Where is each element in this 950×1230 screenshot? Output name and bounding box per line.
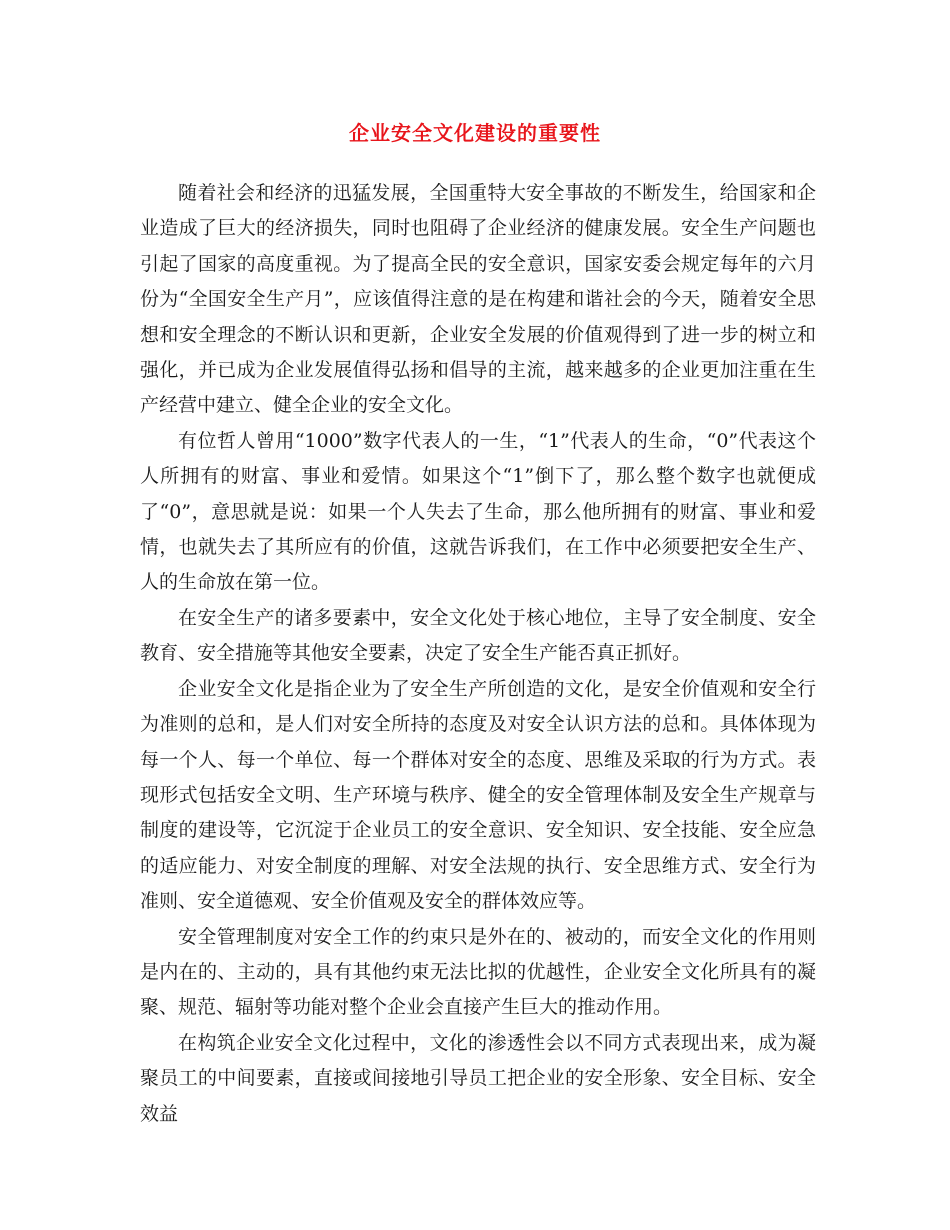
paragraph: 随着社会和经济的迅猛发展，全国重特大安全事故的不断发生，给国家和企业造成了巨大的经济损失，同时也阻碍了企业经济的健康发展。安全生产问题也引起了国家的高度重视。为了提高全民的安全意识，国家安委会规定每年的六月份为“全国安全生产月”，应该值得注意的是在构建和谐社会的今天，随着安全思想和安全理念的不断认识和更新，企业安全发展的价值观得到了进一步的树立和强化，并已成为企业发展值得弘扬和倡导的主流，越来越多的企业更加注重在生产经营中建立、健全企业的安全文化。 xyxy=(140,182,816,417)
document-title: 企业安全文化建设的重要性 xyxy=(349,121,601,145)
paragraph: 有位哲人曾用“1000”数字代表人的一生，“1”代表人的生命，“0”代表这个人所拥有的财富、事业和爱情。如果这个“1”倒下了，那么整个数字也就便成了“0”，意思就是说：如果一个人失去了生命，那么他所拥有的财富、事业和爱情，也就失去了其所应有的价值，这就告诉我们，在工作中必须要把安全生产、人的生命放在第一位。 xyxy=(140,429,816,594)
paragraph: 企业安全文化是指企业为了安全生产所创造的文化，是安全价值观和安全行为准则的总和，是人们对安全所持的态度及对安全认识方法的总和。具体体现为每一个人、每一个单位、每一个群体对安全的态度、思维及采取的行为方式。表现形式包括安全文明、生产环境与秩序、健全的安全管理体制及安全生产规章与制度的建设等，它沉淀于企业员工的安全意识、安全知识、安全技能、安全应急的适应能力、对安全制度的理解、对安全法规的执行、安全思维方式、安全行为准则、安全道德观、安全价值观及安全的群体效应等。 xyxy=(140,677,816,913)
paragraph: 在安全生产的诸多要素中，安全文化处于核心地位，主导了安全制度、安全教育、安全措施等其他安全要素，决定了安全生产能否真正抓好。 xyxy=(140,606,816,665)
document-body xyxy=(140,176,816,1132)
paragraph: 在构筑企业安全文化过程中，文化的渗透性会以不同方式表现出来，成为凝聚员工的中间要素，直接或间接地引导员工把企业的安全形象、安全目标、安全效益 xyxy=(140,1031,816,1125)
paragraph: 安全管理制度对安全工作的约束只是外在的、被动的，而安全文化的作用则是内在的、主动的，具有其他约束无法比拟的优越性，企业安全文化所具有的凝聚、规范、辐射等功能对整个企业会直接产生巨大的推动作用。 xyxy=(140,925,816,1019)
